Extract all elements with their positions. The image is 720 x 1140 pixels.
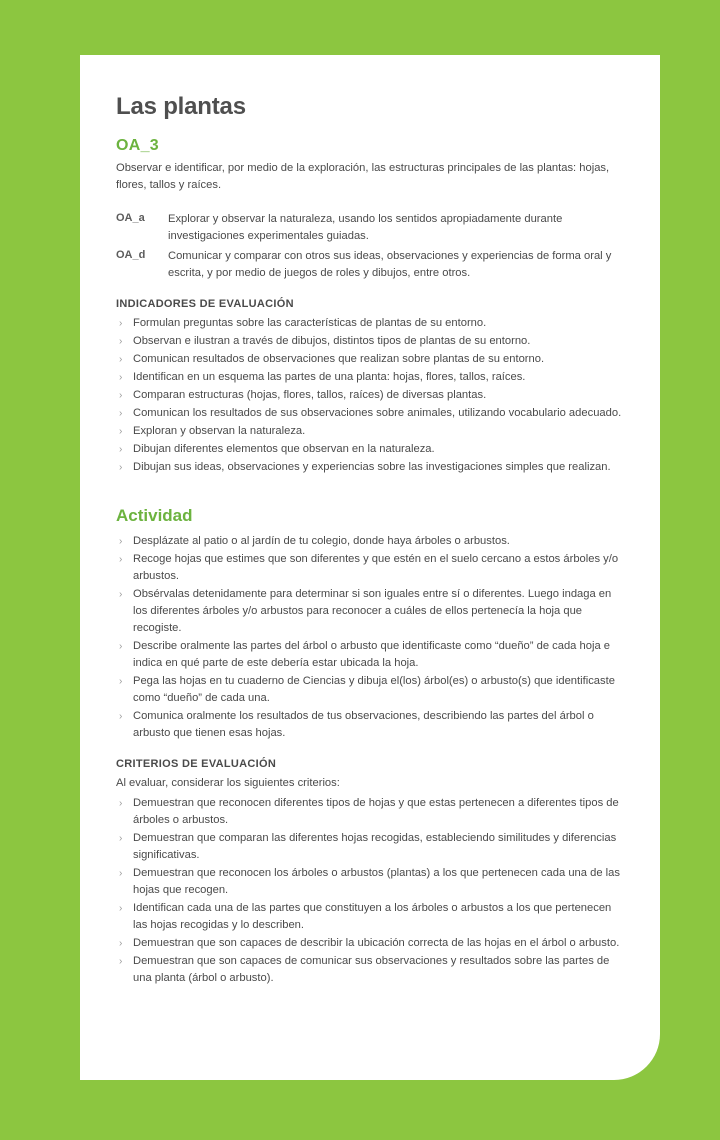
- list-item: [116, 953, 624, 987]
- list-item-text: Demuestran que reconocen los árboles o arbustos (plantas) a los que pertenecen cada una de las hojas que recogen.: [133, 867, 620, 897]
- list-item-text: Comunican resultados de observaciones que realizan sobre plantas de su entorno.: [133, 352, 545, 365]
- chevron-right-icon: ›: [119, 536, 123, 548]
- skill-row: [116, 211, 624, 245]
- list-item-text: Observan e ilustran a través de dibujos, distintos tipos de plantas de su entorno.: [133, 334, 531, 347]
- indicators-heading: INDICADORES DE EVALUACIÓN: [116, 297, 294, 310]
- activity-list: [116, 533, 624, 742]
- list-item-text: Demuestran que reconocen diferentes tipos de hojas y que estas pertenecen a diferentes tipos de árboles o arbustos.: [133, 797, 619, 827]
- list-item: [116, 586, 624, 637]
- list-item: [116, 459, 624, 476]
- chevron-right-icon: ›: [119, 444, 123, 456]
- list-item: [116, 795, 624, 829]
- chevron-right-icon: ›: [119, 353, 123, 365]
- list-item: [116, 333, 624, 350]
- list-item: [116, 441, 624, 458]
- skill-row: [116, 248, 624, 282]
- list-item-text: Comparan estructuras (hojas, flores, tallos, raíces) de diversas plantas.: [133, 388, 487, 401]
- chevron-right-icon: ›: [119, 903, 123, 915]
- chevron-right-icon: ›: [119, 641, 123, 653]
- chevron-right-icon: ›: [119, 462, 123, 474]
- skill-code: OA_d: [116, 249, 146, 262]
- list-item-text: Dibujan sus ideas, observaciones y experiencias sobre las investigaciones simples que realizan.: [133, 461, 611, 474]
- list-item: [116, 638, 624, 672]
- activity-heading: Actividad: [116, 506, 193, 526]
- chevron-right-icon: ›: [119, 589, 123, 601]
- list-item: [116, 351, 624, 368]
- list-item-text: Comunican los resultados de sus observaciones sobre animales, utilizando vocabulario adecuado.: [133, 406, 622, 419]
- chevron-right-icon: ›: [119, 711, 123, 723]
- list-item: [116, 900, 624, 934]
- list-item: [116, 551, 624, 585]
- chevron-right-icon: ›: [119, 798, 123, 810]
- chevron-right-icon: ›: [119, 389, 123, 401]
- criteria-intro: Al evaluar, considerar los siguientes criterios:: [116, 777, 340, 790]
- list-item: [116, 935, 624, 952]
- list-item-text: Demuestran que son capaces de comunicar sus observaciones y resultados sobre las partes de una planta (árbol o arbusto).: [133, 955, 610, 985]
- chevron-right-icon: ›: [119, 554, 123, 566]
- list-item: [116, 673, 624, 707]
- criteria-list: [116, 795, 624, 987]
- list-item: [116, 708, 624, 742]
- document-page: [80, 55, 660, 1080]
- chevron-right-icon: ›: [119, 371, 123, 383]
- list-item-text: Describe oralmente las partes del árbol o arbusto que identificaste como “dueño” de cada hoja e indica en qué parte de este debería estar ubicada la hoja.: [133, 640, 610, 670]
- chevron-right-icon: ›: [119, 938, 123, 950]
- list-item: [116, 423, 624, 440]
- skill-code: OA_a: [116, 211, 145, 224]
- list-item-text: Identifican cada una de las partes que constituyen a los árboles o arbustos a los que pertenecen las hojas recogidas y lo describen.: [133, 902, 612, 932]
- list-item: [116, 405, 624, 422]
- skill-text: Explorar y observar la naturaleza, usando los sentidos apropiadamente durante investigaciones experimentales guiadas.: [168, 212, 563, 242]
- skills-list: [116, 211, 624, 282]
- objective-description: Observar e identificar, por medio de la exploración, las estructuras principales de las plantas: hojas, flores, tallos y raíces.: [116, 162, 610, 192]
- list-item-text: Demuestran que son capaces de describir la ubicación correcta de las hojas en el árbol o arbusto.: [133, 937, 620, 950]
- list-item-text: Demuestran que comparan las diferentes hojas recogidas, estableciendo similitudes y diferencias significativas.: [133, 832, 617, 862]
- list-item-text: Desplázate al patio o al jardín de tu colegio, donde haya árboles o arbustos.: [133, 535, 510, 548]
- chevron-right-icon: ›: [119, 317, 123, 329]
- list-item-text: Obsérvalas detenidamente para determinar si son iguales entre sí o diferentes. Luego indaga en los diferentes árboles y/o arbustos para reconocer a cuáles de ellos pertenecía la hoja que recogiste.: [133, 588, 612, 635]
- list-item: [116, 533, 624, 550]
- chevron-right-icon: ›: [119, 426, 123, 437]
- chevron-right-icon: ›: [119, 833, 123, 845]
- list-item: [116, 315, 624, 332]
- list-item-text: Formulan preguntas sobre las características de plantas de su entorno.: [133, 316, 487, 329]
- list-item-text: Dibujan diferentes elementos que observan en la naturaleza.: [133, 443, 435, 456]
- list-item-text: Exploran y observan la naturaleza.: [133, 425, 306, 437]
- skill-text: Comunicar y comparar con otros sus ideas, observaciones y experiencias de forma oral y escrita, y por medio de juegos de roles y dibujos, entre otros.: [168, 250, 612, 280]
- chevron-right-icon: ›: [119, 407, 123, 419]
- list-item-text: Identifican en un esquema las partes de una planta: hojas, flores, tallos, raíces.: [133, 370, 526, 383]
- criteria-heading: CRITERIOS DE EVALUACIÓN: [116, 758, 277, 771]
- chevron-right-icon: ›: [119, 956, 123, 968]
- list-item: [116, 830, 624, 864]
- chevron-right-icon: ›: [119, 676, 123, 688]
- list-item: [116, 369, 624, 386]
- indicators-list: [116, 315, 624, 476]
- list-item-text: Recoge hojas que estimes que son diferentes y que estén en el suelo cercano a estos árboles y/o arbustos.: [133, 553, 619, 583]
- list-item: [116, 387, 624, 404]
- list-item-text: Pega las hojas en tu cuaderno de Ciencias y dibuja el(los) árbol(es) o arbusto(s) que identificaste como “dueño” de cada una.: [133, 675, 615, 705]
- page-title: Las plantas: [116, 93, 246, 120]
- objective-code: OA_3: [116, 137, 159, 154]
- list-item-text: Comunica oralmente los resultados de tus observaciones, describiendo las partes del árbol o arbusto que tienen esas hojas.: [133, 710, 594, 740]
- chevron-right-icon: ›: [119, 335, 123, 347]
- chevron-right-icon: ›: [119, 868, 123, 880]
- list-item: [116, 865, 624, 899]
